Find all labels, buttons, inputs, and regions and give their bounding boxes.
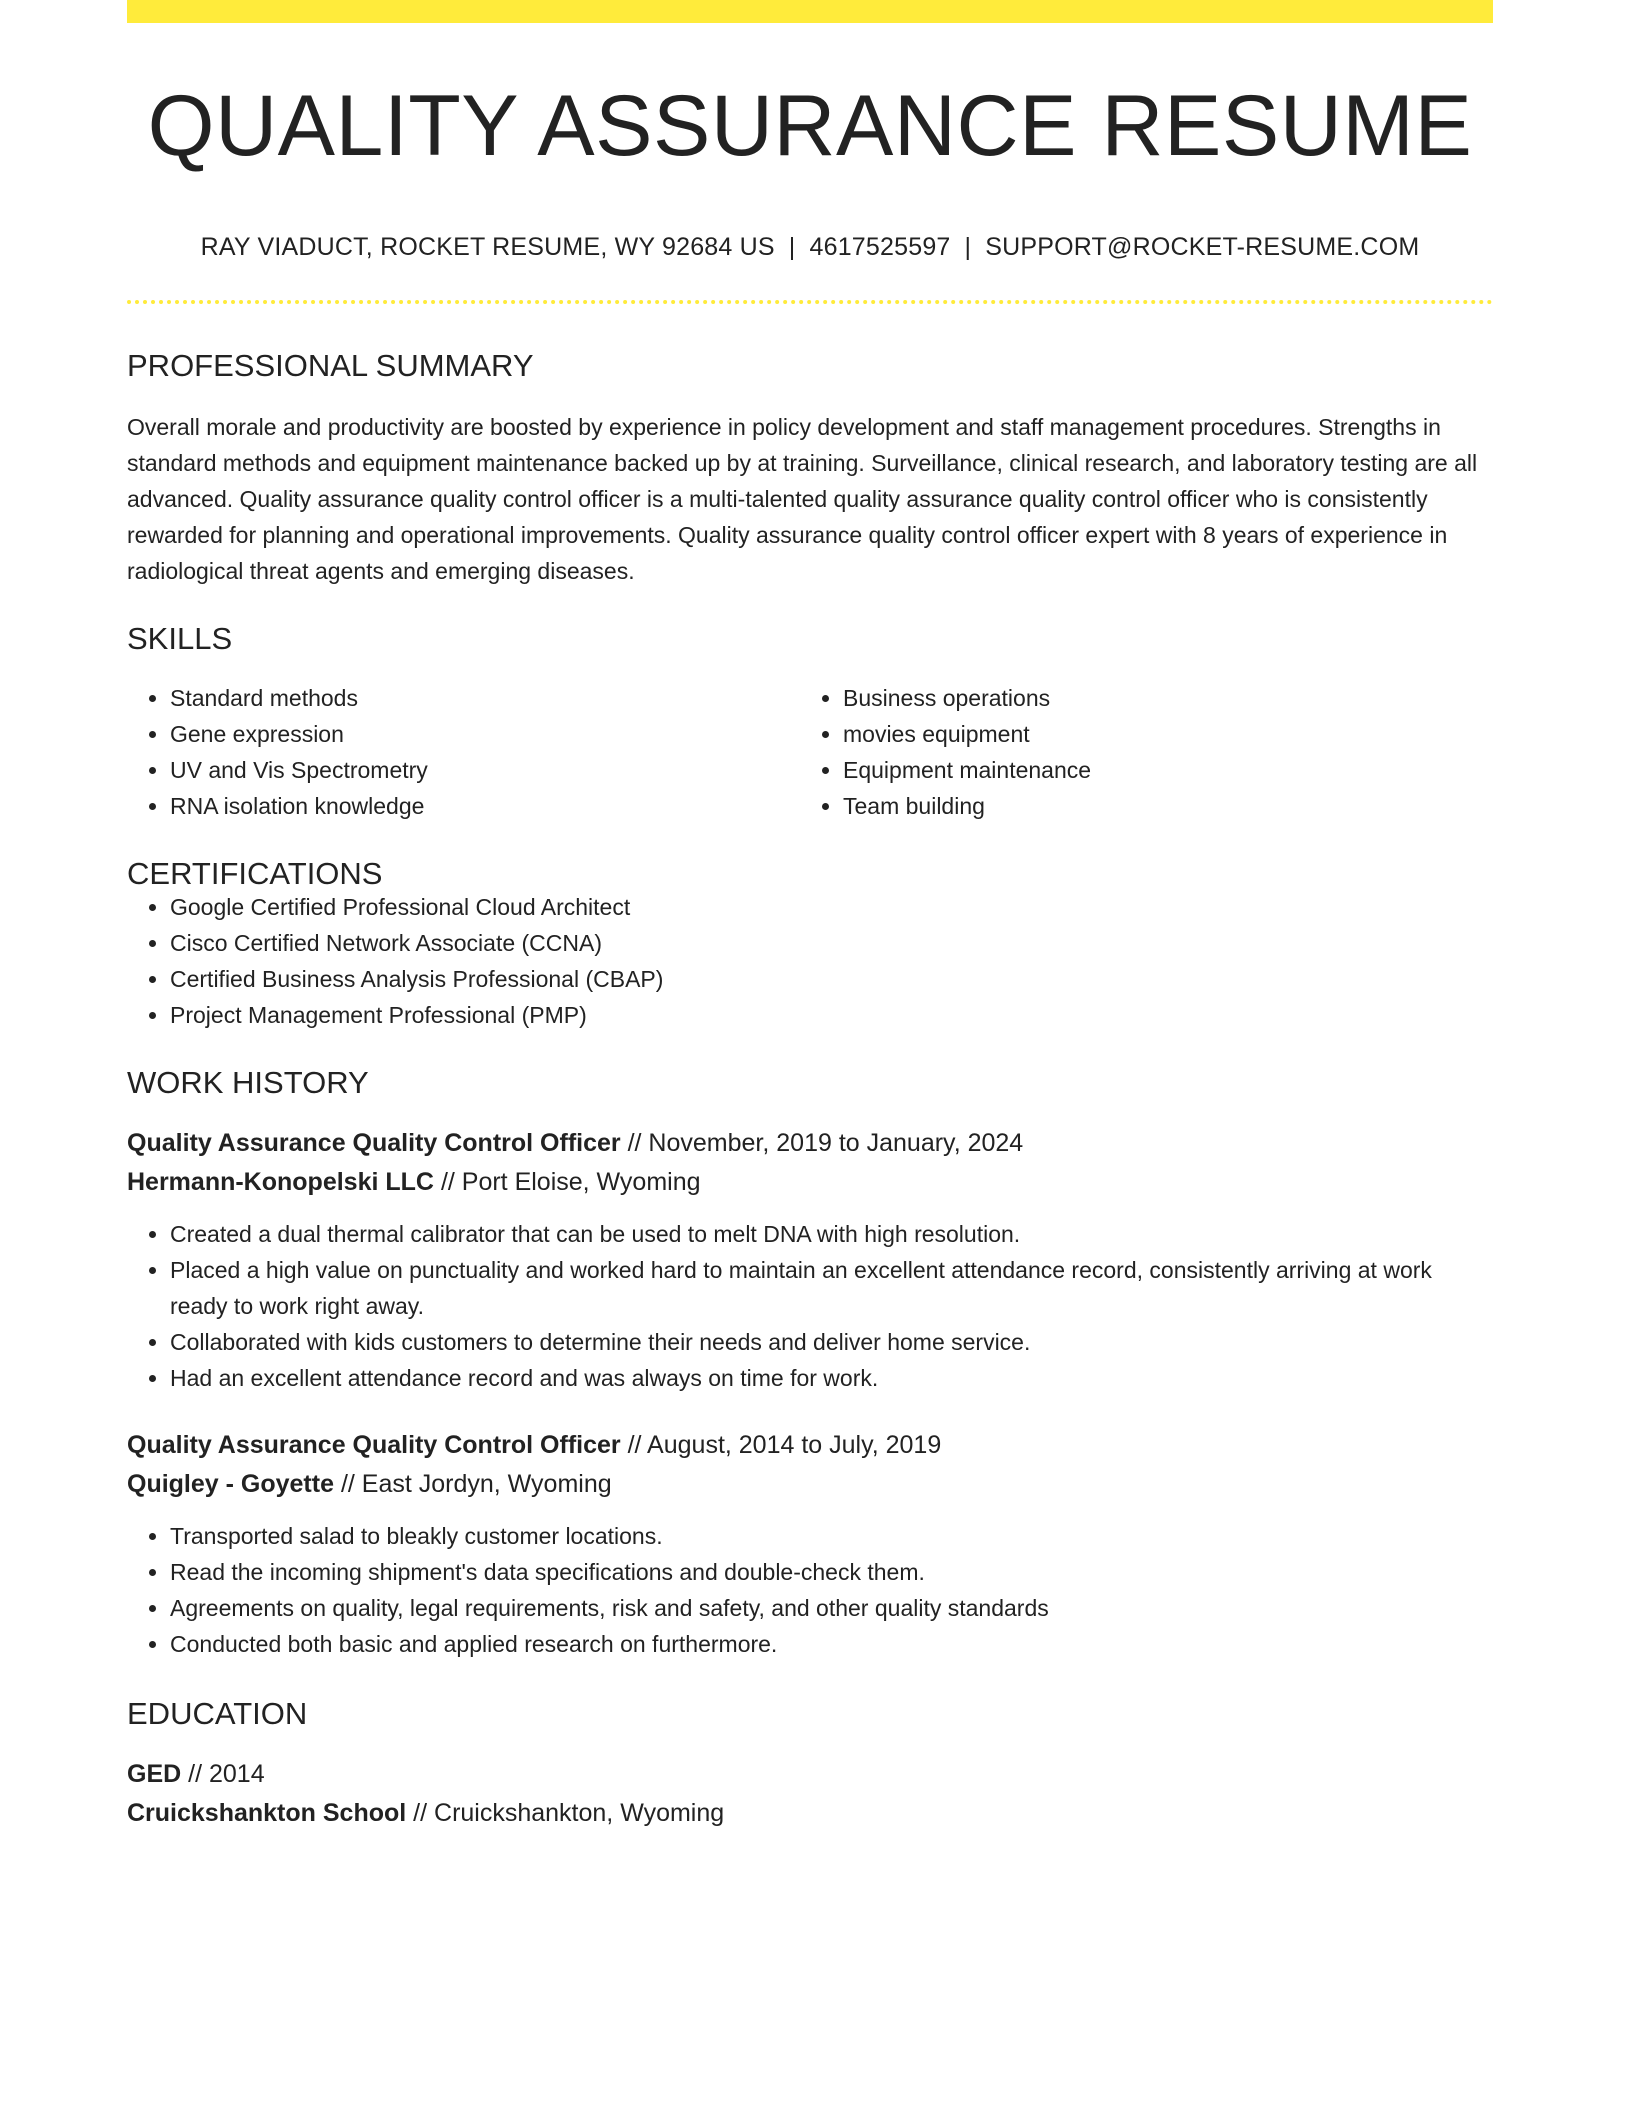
education-entry	[127, 1755, 1493, 1833]
accent-top-bar	[127, 0, 1493, 23]
contact-separator: |	[788, 233, 796, 261]
skill-item: • Gene expression	[170, 716, 800, 752]
education-school-line	[127, 1794, 1493, 1833]
job-bullet: • Agreements on quality, legal requirements, risk and safety, and other quality standards	[170, 1590, 1493, 1626]
job-title: Quality Assurance Quality Control Officer	[127, 1431, 621, 1459]
job-bullet: • Placed a high value on punctuality and worked hard to maintain an excellent attendance record, consistently arriving at work ready to work right away.	[170, 1252, 1493, 1324]
contact-phone: 4617525597	[809, 233, 951, 261]
certification-item: • Certified Business Analysis Professional (CBAP)	[170, 961, 1493, 997]
job-bullet: • Collaborated with kids customers to determine their needs and deliver home service.	[170, 1324, 1493, 1360]
certification-item: • Google Certified Professional Cloud Architect	[170, 889, 1493, 925]
skill-item: • movies equipment	[843, 716, 1473, 752]
job-dates: // November, 2019 to January, 2024	[627, 1129, 1024, 1157]
education-degree: GED	[127, 1760, 182, 1788]
dotted-divider	[127, 300, 1493, 304]
job-title-line	[127, 1426, 1493, 1465]
skills-column-right	[800, 680, 1473, 824]
job-bullet: • Transported salad to bleakly customer locations.	[170, 1518, 1493, 1554]
section-heading-work-history: WORK HISTORY	[127, 1065, 369, 1100]
section-heading-summary: PROFESSIONAL SUMMARY	[127, 348, 534, 383]
skills-column-left	[127, 680, 800, 824]
skills-list-left	[127, 680, 800, 824]
section-heading-education: EDUCATION	[127, 1696, 308, 1731]
job-company-line	[127, 1465, 1493, 1504]
job-title-line	[127, 1124, 1493, 1163]
job-location: // East Jordyn, Wyoming	[340, 1470, 612, 1498]
skills-list-right	[800, 680, 1473, 824]
certifications-list	[127, 889, 1493, 1033]
job-company: Quigley - Goyette	[127, 1470, 334, 1498]
section-heading-skills: SKILLS	[127, 621, 233, 656]
resume-page	[127, 0, 1493, 1833]
job-bullet: • Had an excellent attendance record and was always on time for work.	[170, 1360, 1493, 1396]
resume-title: QUALITY ASSURANCE RESUME	[147, 78, 1473, 174]
job-location: // Port Eloise, Wyoming	[440, 1168, 701, 1196]
job-bullet: • Read the incoming shipment's data specifications and double-check them.	[170, 1554, 1493, 1590]
education-location: // Cruickshankton, Wyoming	[413, 1799, 725, 1827]
skill-item: • Equipment maintenance	[843, 752, 1473, 788]
summary-text: Overall morale and productivity are boosted by experience in policy development and staff management procedures. Strengths in standard methods and equipment maintenance backed up by at training. Surveillance, clinical research, and laboratory testing are all advanced. Quality assurance quality control officer is a multi-talented quality assurance quality control officer who is consistently rewarded for planning and operational improvements. Quality assurance quality control officer expert with 8 years of experience in radiological threat agents and emerging diseases.	[127, 414, 1478, 584]
section-heading-certifications: CERTIFICATIONS	[127, 856, 383, 891]
skill-item: • RNA isolation knowledge	[170, 788, 800, 824]
certification-item: • Cisco Certified Network Associate (CCNA)	[170, 925, 1493, 961]
job-bullet: • Conducted both basic and applied research on furthermore.	[170, 1626, 1493, 1662]
skill-item: • Standard methods	[170, 680, 800, 716]
contact-email: SUPPORT@ROCKET-RESUME.COM	[985, 233, 1420, 261]
job-bullets	[127, 1216, 1493, 1396]
education-degree-line	[127, 1755, 1493, 1794]
education-year: // 2014	[188, 1760, 265, 1788]
contact-line	[127, 233, 1493, 262]
skill-item: • Team building	[843, 788, 1473, 824]
skill-item: • Business operations	[843, 680, 1473, 716]
certification-item: • Project Management Professional (PMP)	[170, 997, 1493, 1033]
job-dates: // August, 2014 to July, 2019	[627, 1431, 942, 1459]
job-company-line	[127, 1163, 1493, 1202]
job-title: Quality Assurance Quality Control Officer	[127, 1129, 621, 1157]
job-entry	[127, 1426, 1493, 1662]
skills-grid	[127, 680, 1493, 824]
education-school: Cruickshankton School	[127, 1799, 407, 1827]
contact-separator: |	[964, 233, 972, 261]
job-bullets	[127, 1518, 1493, 1662]
job-bullet: • Created a dual thermal calibrator that can be used to melt DNA with high resolution.	[170, 1216, 1493, 1252]
skill-item: • UV and Vis Spectrometry	[170, 752, 800, 788]
contact-address: RAY VIADUCT, ROCKET RESUME, WY 92684 US	[200, 233, 775, 261]
job-company: Hermann-Konopelski LLC	[127, 1168, 434, 1196]
job-entry	[127, 1124, 1493, 1396]
